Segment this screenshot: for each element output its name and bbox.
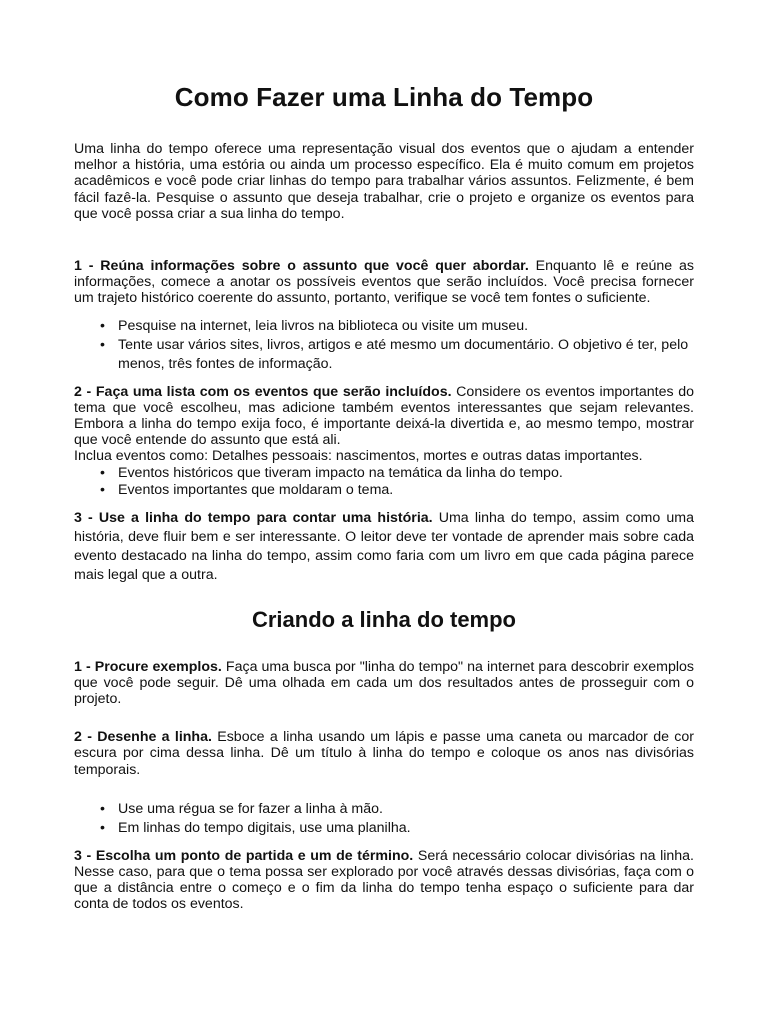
step-2-heading: 2 - Faça uma lista com os eventos que serão incluídos. — [74, 383, 452, 400]
section-2-step-2-list — [74, 800, 694, 838]
section-2-step-3-text: Será necessário colocar divisórias na linha. Nesse caso, para que o tema possa ser explorado por você através dessas divisórias, faça com o que a distância entre o começo e o fim da linha do tempo tenha espaço o suficiente para dar conta de todos os eventos. — [74, 847, 694, 913]
intro-paragraph: Uma linha do tempo oferece uma representação visual dos eventos que o ajudam a entender melhor a história, uma estória ou ainda um processo específico. Ela é muito comum em projetos acadêmicos e você pode criar linhas do tempo para trabalhar vários assuntos. Felizmente, é bem fácil fazê-la. Pesquise o assunto que deseja trabalhar, crie o projeto e organize os eventos para que você possa criar a sua linha do tempo. — [74, 141, 694, 222]
step-3-paragraph — [74, 509, 694, 585]
section-2-step-1-paragraph — [74, 659, 694, 708]
step-2-extra: Inclua eventos como: Detalhes pessoais: nascimentos, mortes e outras datas importantes. — [74, 448, 643, 465]
section-2-step-1-text: Faça uma busca por "linha do tempo" na internet para descobrir exemplos que você pode seguir. Dê uma olhada em cada um dos resultados antes de prosseguir com o projeto. — [74, 658, 695, 708]
step-2-text: Considere os eventos importantes do tema que você escolheu, mas adicione também eventos interessantes que sejam relevantes. Embora a linha do tempo exija foco, é importante deixá-la divertida e, ao mesmo tempo, mostrar que você entende do assunto que está ali. — [74, 383, 694, 449]
section-2-step-2-heading: 2 - Desenhe a linha. — [74, 729, 212, 746]
step-3-text: Uma linha do tempo, assim como uma história, deve fluir bem e ser interessante. O leitor deve ter vontade de aprender mais sobre cada evento destacado na linha do tempo, assim como faria com um livro em que cada página parece mais legal que a outra. — [74, 509, 694, 583]
list-item: • Use uma régua se for fazer a linha à mão. — [118, 800, 694, 819]
list-item: • Eventos históricos que tiveram impacto na temática da linha do tempo. — [118, 465, 694, 482]
step-1-paragraph — [74, 258, 694, 307]
step-3-heading: 3 - Use a linha do tempo para contar uma história. — [74, 509, 433, 526]
section-2-step-2-paragraph — [74, 729, 694, 778]
step-1-text: Enquanto lê e reúne as informações, comece a anotar os possíveis eventos que serão incluídos. Você precisa fornecer um trajeto histórico coerente do assunto, portanto, verifique se você tem fontes o suficiente. — [74, 258, 694, 307]
list-item: • Eventos importantes que moldaram o tema. — [118, 482, 694, 499]
section-2-step-1-heading: 1 - Procure exemplos. — [74, 658, 222, 675]
page-title: Como Fazer uma Linha do Tempo — [174, 82, 594, 112]
step-1-list — [74, 317, 694, 374]
step-2-list — [74, 465, 694, 499]
section-2-title: Criando a linha do tempo — [251, 606, 516, 632]
section-2-step-3-heading: 3 - Escolha um ponto de partida e um de término. — [74, 847, 414, 864]
step-1-heading: 1 - Reúna informações sobre o assunto que você quer abordar. — [74, 258, 529, 275]
list-item: • Em linhas do tempo digitais, use uma planilha. — [118, 819, 694, 838]
step-2-paragraph — [74, 384, 694, 449]
section-2-step-3-paragraph — [74, 848, 694, 913]
list-item: • Tente usar vários sites, livros, artigos e até mesmo um documentário. O objetivo é ter, pelo menos, três fontes de informação. — [118, 336, 694, 374]
list-item: • Pesquise na internet, leia livros na biblioteca ou visite um museu. — [118, 317, 694, 336]
section-2-step-2-text: Esboce a linha usando um lápis e passe uma caneta ou marcador de cor escura por cima dessa linha. Dê um título à linha do tempo e coloque os anos nas divisórias temporais. — [74, 729, 694, 778]
document-page — [74, 82, 694, 913]
